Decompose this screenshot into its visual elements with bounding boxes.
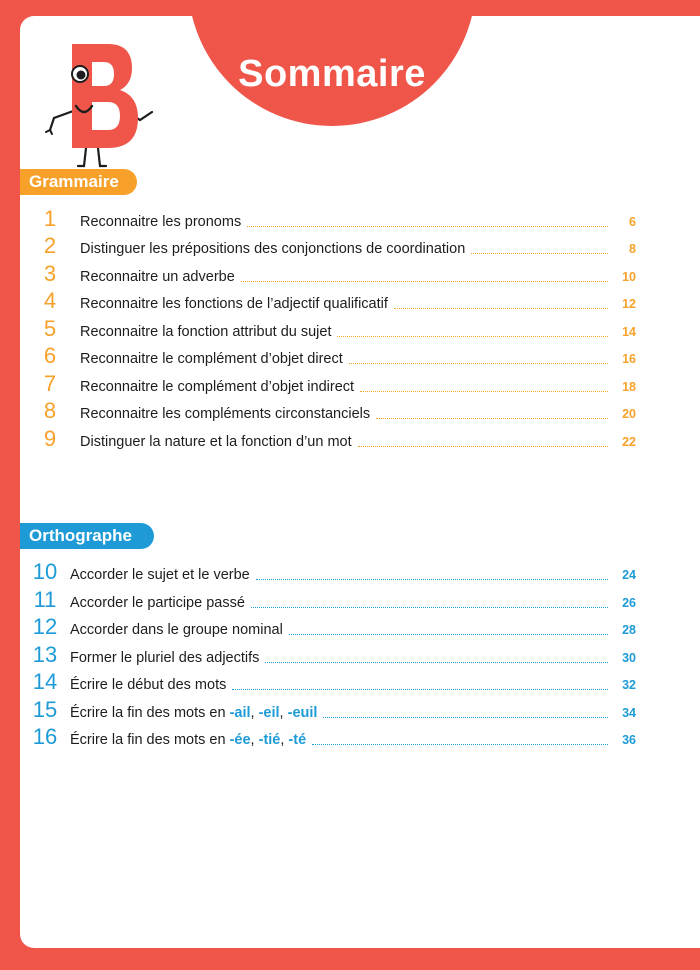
item-number: 16	[32, 724, 58, 749]
item-label: Reconnaitre un adverbe	[80, 268, 235, 285]
item-page: 32	[622, 678, 636, 692]
toc-item-9[interactable]	[20, 426, 700, 453]
toc-item-1[interactable]	[20, 206, 700, 233]
toc-item-14[interactable]	[20, 669, 700, 696]
dot-leader	[232, 689, 608, 690]
item-number: 4	[43, 288, 57, 313]
toc-item-12[interactable]	[20, 614, 700, 641]
item-page: 22	[622, 434, 636, 449]
letter-b-mascot-icon	[32, 38, 162, 168]
item-number: 14	[32, 669, 58, 694]
item-page: 18	[622, 379, 636, 394]
dot-leader	[360, 391, 608, 392]
dot-leader	[251, 607, 608, 608]
item-page: 36	[622, 733, 636, 747]
item-page: 26	[622, 595, 636, 610]
item-number: 7	[43, 370, 57, 396]
item-label: Accorder le participe passé	[70, 594, 245, 611]
item-label-text: Écrire la fin des mots en	[70, 732, 230, 748]
dot-leader	[349, 363, 608, 364]
item-label-text: Écrire la fin des mots en	[70, 704, 230, 721]
section-tab-orthographe: Orthographe	[20, 523, 154, 549]
item-page: 6	[629, 215, 636, 229]
item-number: 11	[33, 586, 57, 612]
suffix: -eil	[258, 704, 280, 721]
item-number: 8	[43, 398, 57, 423]
suffix: -tié	[258, 732, 281, 748]
item-number: 6	[43, 343, 57, 368]
toc-item-4[interactable]	[20, 288, 700, 315]
item-page: 34	[622, 705, 636, 720]
dot-leader	[312, 744, 608, 745]
item-label: Reconnaitre la fonction attribut du sujet	[80, 323, 332, 340]
item-label: Accorder le sujet et le verbe	[70, 567, 250, 583]
dot-leader	[265, 662, 608, 663]
toc-item-16[interactable]	[20, 724, 700, 751]
dot-leader	[247, 226, 608, 227]
toc-item-11[interactable]	[20, 587, 700, 614]
item-number: 3	[43, 260, 57, 286]
dot-leader	[337, 336, 608, 337]
suffix: -ail	[229, 704, 251, 721]
toc-item-7[interactable]	[20, 371, 700, 398]
item-page: 30	[622, 650, 636, 665]
item-label: Écrire la fin des mots en -ée, -tié, -té	[70, 732, 307, 748]
item-label: Reconnaitre le complément d’objet indirect	[80, 378, 355, 395]
item-page: 12	[622, 297, 636, 311]
dot-leader	[241, 281, 608, 282]
item-page: 20	[622, 407, 636, 421]
dot-leader	[358, 446, 608, 447]
suffix: -té	[288, 732, 307, 748]
dot-leader	[256, 579, 608, 580]
toc-item-15[interactable]	[20, 697, 700, 724]
section-tab-grammaire: Grammaire	[20, 169, 137, 195]
dot-leader	[289, 634, 608, 635]
toc-item-6[interactable]	[20, 343, 700, 370]
item-label: Écrire la fin des mots en -ail, -eil, -euil	[70, 704, 318, 721]
item-number: 13	[32, 641, 58, 667]
toc-item-10[interactable]	[20, 559, 700, 586]
item-number: 10	[32, 559, 58, 584]
toc-item-13[interactable]	[20, 642, 700, 669]
item-label: Reconnaitre les compléments circonstanciels	[80, 406, 371, 422]
toc-item-8[interactable]	[20, 398, 700, 425]
item-number: 9	[43, 425, 57, 451]
page-title: Sommaire	[238, 53, 426, 95]
item-label: Reconnaitre les fonctions de l’adjectif qualificatif	[80, 296, 388, 312]
item-page: 16	[622, 352, 636, 366]
item-number: 12	[32, 614, 58, 639]
item-label: Écrire le début des mots	[70, 677, 227, 693]
item-page: 28	[622, 623, 636, 637]
item-label: Former le pluriel des adjectifs	[70, 649, 260, 666]
dot-leader	[471, 253, 608, 254]
item-page: 10	[622, 269, 636, 284]
item-number: 5	[43, 315, 57, 341]
item-label: Distinguer la nature et la fonction d’un mot	[80, 433, 352, 450]
toc-item-5[interactable]	[20, 316, 700, 343]
item-number: 1	[43, 206, 57, 231]
item-label: Reconnaitre le complément d’objet direct	[80, 351, 343, 367]
toc-item-3[interactable]	[20, 261, 700, 288]
item-label: Accorder dans le groupe nominal	[70, 622, 283, 638]
dot-leader	[394, 308, 608, 309]
toc-item-2[interactable]	[20, 233, 700, 260]
item-page: 24	[622, 568, 636, 582]
item-label: Distinguer les prépositions des conjonctions de coordination	[80, 241, 466, 257]
dot-leader	[323, 717, 608, 718]
item-number: 15	[32, 696, 58, 722]
dot-leader	[376, 418, 608, 419]
page-sheet	[20, 16, 700, 948]
item-page: 8	[629, 242, 636, 256]
item-number: 2	[43, 233, 57, 258]
suffix: -euil	[287, 704, 318, 721]
item-page: 14	[622, 324, 636, 339]
suffix: -ée	[229, 732, 251, 748]
item-label: Reconnaitre les pronoms	[80, 214, 242, 230]
